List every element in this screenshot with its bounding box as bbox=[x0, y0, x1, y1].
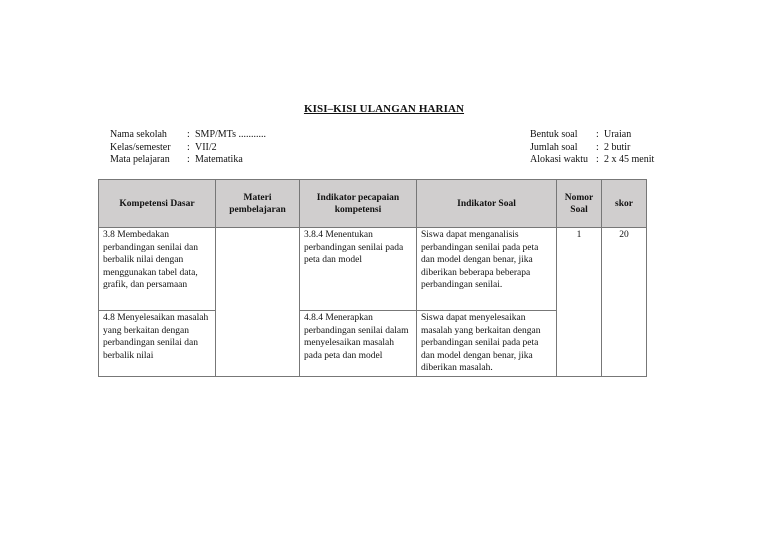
info-label: Mata pelajaran bbox=[110, 154, 170, 165]
document-title: KISI–KISI ULANGAN HARIAN bbox=[303, 103, 465, 115]
info-value: Matematika bbox=[195, 154, 243, 165]
cell-nomor-soal: 1 bbox=[557, 228, 602, 377]
info-label: Nama sekolah bbox=[110, 129, 167, 140]
info-value: SMP/MTs ........... bbox=[195, 129, 266, 140]
cell-kompetensi-dasar: 3.8 Membedakan perbandingan senilai dan berbalik nilai dengan menggunakan tabel data, grafik, dan persamaan bbox=[99, 228, 216, 311]
info-label: Jumlah soal bbox=[530, 141, 578, 153]
info-label: Kelas/semester bbox=[110, 141, 171, 153]
info-value: 2 x 45 menit bbox=[604, 154, 655, 165]
header-indikator-soal: Indikator Soal bbox=[417, 180, 557, 228]
info-value: 2 butir bbox=[604, 141, 631, 153]
info-label: Bentuk soal bbox=[530, 129, 578, 140]
header-skor: skor bbox=[602, 180, 647, 228]
info-row-alokasi-waktu bbox=[530, 154, 654, 167]
info-row-kelas-semester bbox=[110, 142, 266, 155]
info-separator: : bbox=[187, 129, 190, 140]
info-row-nama-sekolah bbox=[110, 129, 266, 142]
info-separator: : bbox=[187, 141, 190, 153]
info-separator: : bbox=[596, 129, 599, 140]
info-separator: : bbox=[187, 154, 190, 165]
info-separator: : bbox=[596, 141, 599, 153]
info-separator: : bbox=[596, 154, 599, 165]
cell-skor: 20 bbox=[602, 228, 647, 377]
cell-kompetensi-dasar: 4.8 Menyelesaikan masalah yang berkaitan dengan perbandingan senilai dan berbalik nilai bbox=[99, 311, 216, 377]
info-label: Alokasi waktu bbox=[530, 154, 589, 165]
info-value: VII/2 bbox=[195, 141, 217, 153]
cell-indikator-pencapaian: 3.8.4 Menentukan perbandingan senilai pada peta dan model bbox=[300, 228, 417, 311]
info-row-bentuk-soal bbox=[530, 129, 654, 142]
cell-indikator-soal: Siswa dapat menganalisis perbandingan senilai pada peta dan model dengan benar, jika diberikan beberapa beberapa perbandingan senilai. bbox=[417, 228, 557, 311]
info-right-block bbox=[530, 129, 654, 167]
cell-indikator-soal: Siswa dapat menyelesaikan masalah yang berkaitan dengan perbandingan senilai pada peta dan model dengan benar, jika diberikan masalah. bbox=[417, 311, 557, 377]
cell-materi-pembelajaran bbox=[216, 228, 300, 377]
table-header-row bbox=[99, 180, 647, 228]
header-indikator-pencapaian: Indikator pecapaian kompetensi bbox=[300, 180, 417, 228]
header-nomor-soal: Nomor Soal bbox=[557, 180, 602, 228]
info-value: Uraian bbox=[604, 129, 632, 140]
kisi-table bbox=[98, 179, 647, 377]
info-row-mata-pelajaran bbox=[110, 154, 266, 167]
info-row-jumlah-soal bbox=[530, 142, 654, 155]
cell-indikator-pencapaian: 4.8.4 Menerapkan perbandingan senilai dalam menyelesaikan masalah pada peta dan model bbox=[300, 311, 417, 377]
table-row bbox=[99, 228, 647, 311]
info-left-block bbox=[110, 129, 266, 167]
header-materi-pembelajaran: Materi pembelajaran bbox=[216, 180, 300, 228]
header-kompetensi-dasar: Kompetensi Dasar bbox=[99, 180, 216, 228]
